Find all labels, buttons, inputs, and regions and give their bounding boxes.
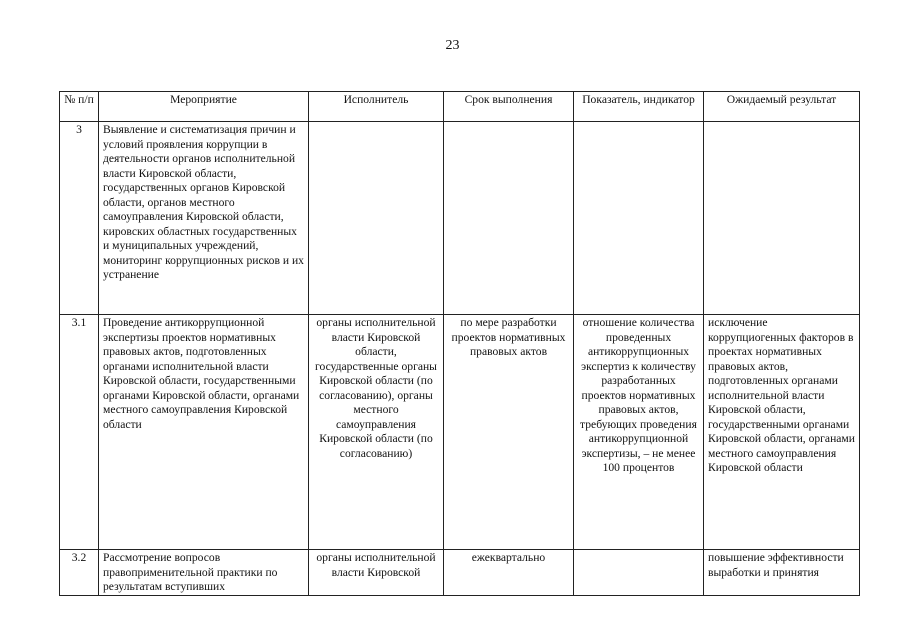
row-indicator (574, 122, 704, 315)
measures-table (59, 91, 860, 596)
header-result: Ожидаемый результат (704, 92, 860, 122)
row-executor: органы исполнительной власти Кировской области, государственные органы Кировской области (по согласованию), органы местного самоуправления Кировской области (по согласованию) (309, 315, 444, 550)
row-indicator (574, 550, 704, 596)
row-number: 3.1 (60, 315, 99, 550)
row-indicator: отношение количества проведенных антикоррупционных экспертиз к количеству разработанных проектов нормативных правовых актов, требующих проведения антикоррупционной экспертизы, – не менее 100 процентов (574, 315, 704, 550)
row-deadline: по мере разработки проектов нормативных правовых актов (444, 315, 574, 550)
header-executor: Исполнитель (309, 92, 444, 122)
row-event: Рассмотрение вопросов правоприменительной практики по результатам вступивших (99, 550, 309, 596)
row-event: Проведение антикоррупционной экспертизы проектов нормативных правовых актов, подготовленных органами исполнительной власти Кировской области, государственными органами Кировской области, органами местного самоуправления Кировской области (99, 315, 309, 550)
row-deadline: ежеквартально (444, 550, 574, 596)
header-number: № п/п (60, 92, 99, 122)
table-header-row (60, 92, 860, 122)
table-row (60, 550, 860, 596)
row-executor (309, 122, 444, 315)
row-executor: органы исполнительной власти Кировской (309, 550, 444, 596)
header-deadline: Срок выполнения (444, 92, 574, 122)
table-row (60, 315, 860, 550)
row-event: Выявление и систематизация причин и условий проявления коррупции в деятельности органов исполнительной власти Кировской области, государственных органов Кировской области, органов местного самоуправления Кировской области, кировских областных государственных и муниципальных учреждений, мониторинг коррупционных рисков и их устранение (99, 122, 309, 315)
row-deadline (444, 122, 574, 315)
row-result: повышение эффективности выработки и принятия (704, 550, 860, 596)
header-event: Мероприятие (99, 92, 309, 122)
row-number: 3 (60, 122, 99, 315)
page-number: 23 (445, 38, 460, 53)
row-result (704, 122, 860, 315)
row-number: 3.2 (60, 550, 99, 596)
table-row (60, 122, 860, 315)
header-indicator: Показатель, индикатор (574, 92, 704, 122)
row-result: исключение коррупциогенных факторов в проектах нормативных правовых актов, подготовленных органами исполнительной власти Кировской области, государственными органами Кировской области, органами местного самоуправления Кировской области (704, 315, 860, 550)
